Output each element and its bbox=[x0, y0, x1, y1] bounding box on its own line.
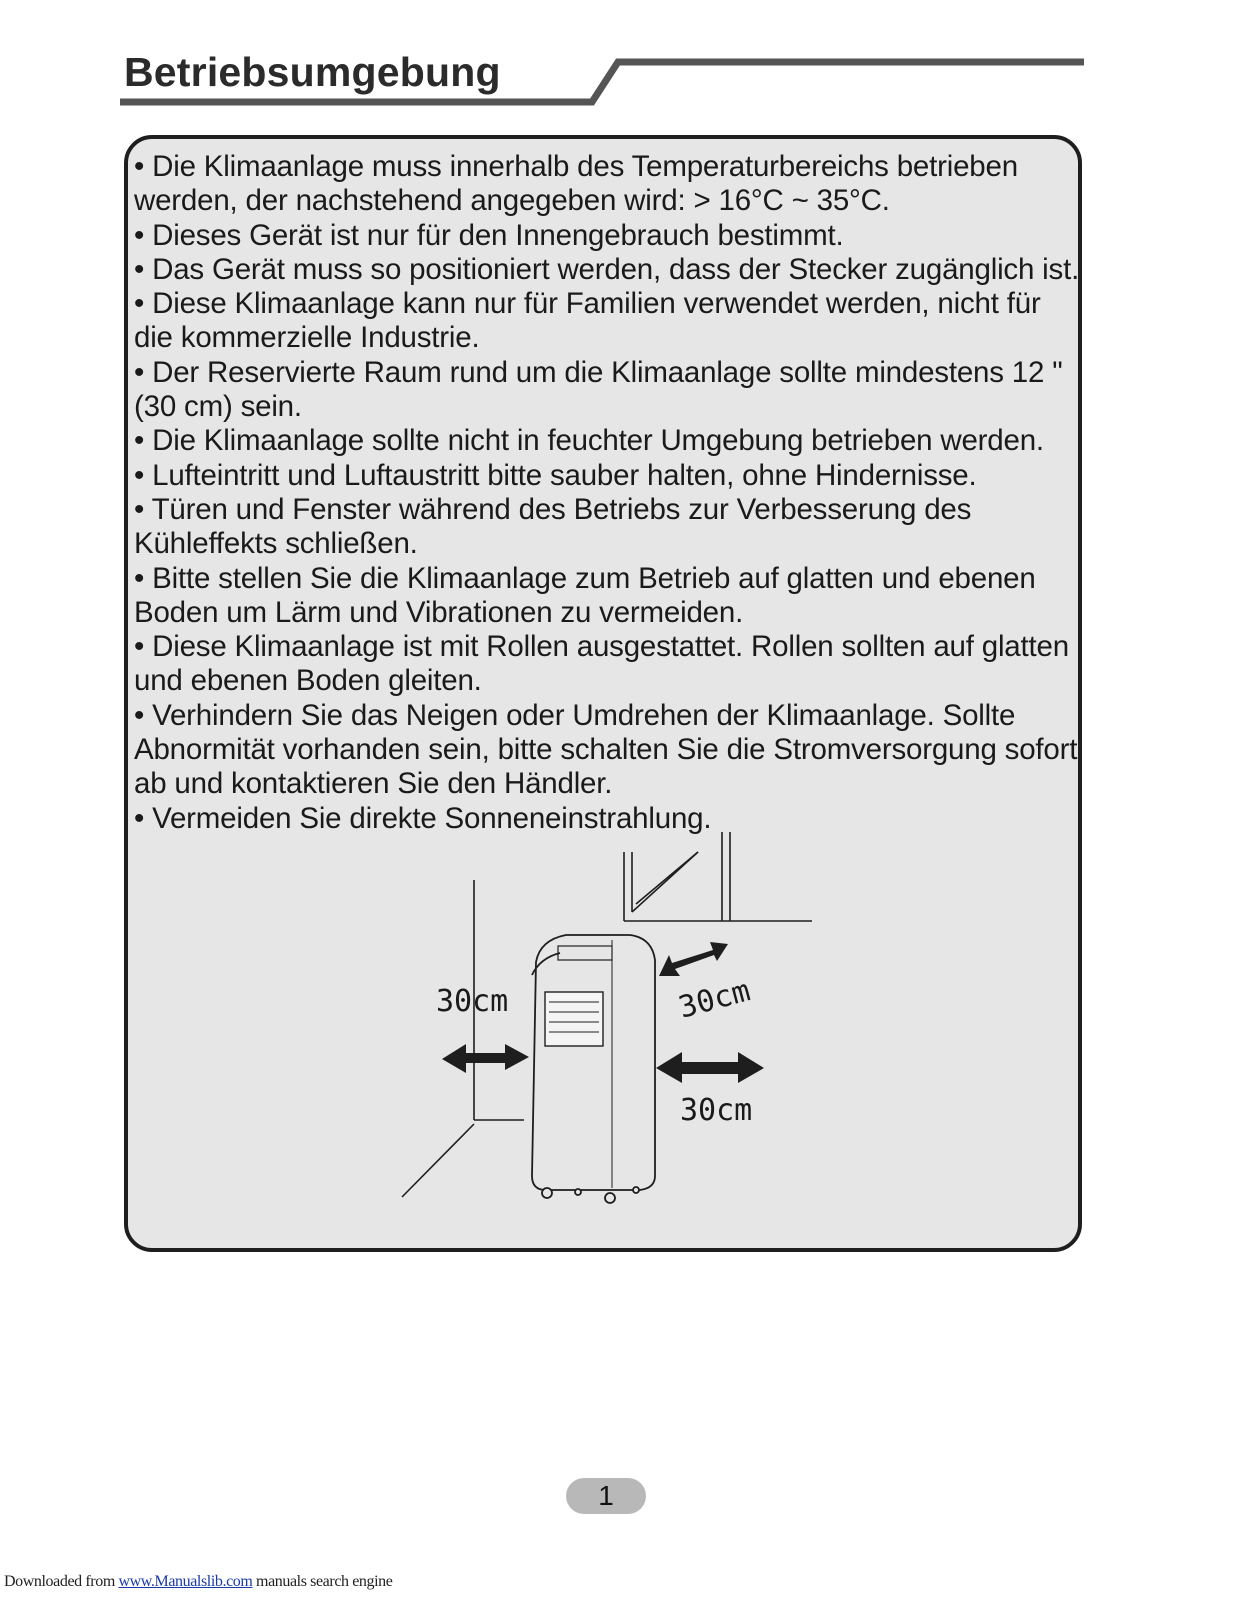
list-item: • Die Klimaanlage sollte nicht in feuchter Umgebung betrieben werden. bbox=[134, 424, 1044, 458]
footer-link[interactable]: www.Manualslib.com bbox=[118, 1573, 253, 1590]
list-item: • Vermeiden Sie direkte Sonneneinstrahlung. bbox=[134, 801, 712, 835]
page-title: Betriebsumgebung bbox=[124, 49, 501, 95]
list-item: • Lufteintritt und Luftaustritt bitte sauber halten, ohne Hindernisse. bbox=[134, 458, 977, 492]
clearance-label-left: 30cm bbox=[436, 984, 509, 1019]
clearance-label-right: 30cm bbox=[680, 1093, 753, 1128]
footer-suffix: manuals search engine bbox=[252, 1573, 393, 1590]
list-item: • Verhindern Sie das Neigen oder Umdrehen der Klimaanlage. Sollte Abnormität vorhanden sein, bitte schalten Sie die Stromversorgung sofort ab und kontaktieren Sie den Händler. bbox=[134, 698, 1078, 801]
list-item: • Die Klimaanlage muss innerhalb des Temperaturbereichs betrieben werden, der nachstehend angegeben wird: > 16°C ~ 35°C. bbox=[134, 150, 1018, 218]
list-item: • Das Gerät muss so positioniert werden, dass der Stecker zugänglich ist. bbox=[134, 252, 1080, 286]
window-frame bbox=[624, 832, 812, 921]
download-footer bbox=[4, 1573, 392, 1591]
clearance-arrow-left bbox=[442, 1044, 529, 1073]
list-item: • Bitte stellen Sie die Klimaanlage zum Betrieb auf glatten und ebenen Boden um Lärm und Vibrationen zu vermeiden. bbox=[134, 561, 1036, 629]
list-item: • Dieses Gerät ist nur für den Innengebrauch bestimmt. bbox=[134, 218, 844, 252]
page-number-badge bbox=[566, 1478, 646, 1514]
list-item: • Diese Klimaanlage kann nur für Familien verwendet werden, nicht für die kommerzielle Industrie. bbox=[134, 287, 1041, 355]
room-corner-lines bbox=[402, 880, 524, 1197]
clearance-arrow-right bbox=[656, 1052, 764, 1083]
air-conditioner-unit bbox=[532, 935, 655, 1203]
clearance-label-back: 30cm bbox=[675, 973, 754, 1026]
clearance-arrow-back bbox=[659, 942, 728, 976]
footer-prefix: Downloaded from bbox=[4, 1573, 119, 1590]
list-item: • Türen und Fenster während des Betriebs zur Verbesserung des Kühleffekts schließen. bbox=[134, 492, 972, 561]
page-number: 1 bbox=[598, 1480, 614, 1511]
list-item: • Diese Klimaanlage ist mit Rollen ausgestattet. Rollen sollten auf glatten und ebenen Boden gleiten. bbox=[134, 630, 1069, 698]
list-item: • Der Reservierte Raum rund um die Klimaanlage sollte mindestens 12 "(30 cm) sein. bbox=[134, 355, 1063, 424]
